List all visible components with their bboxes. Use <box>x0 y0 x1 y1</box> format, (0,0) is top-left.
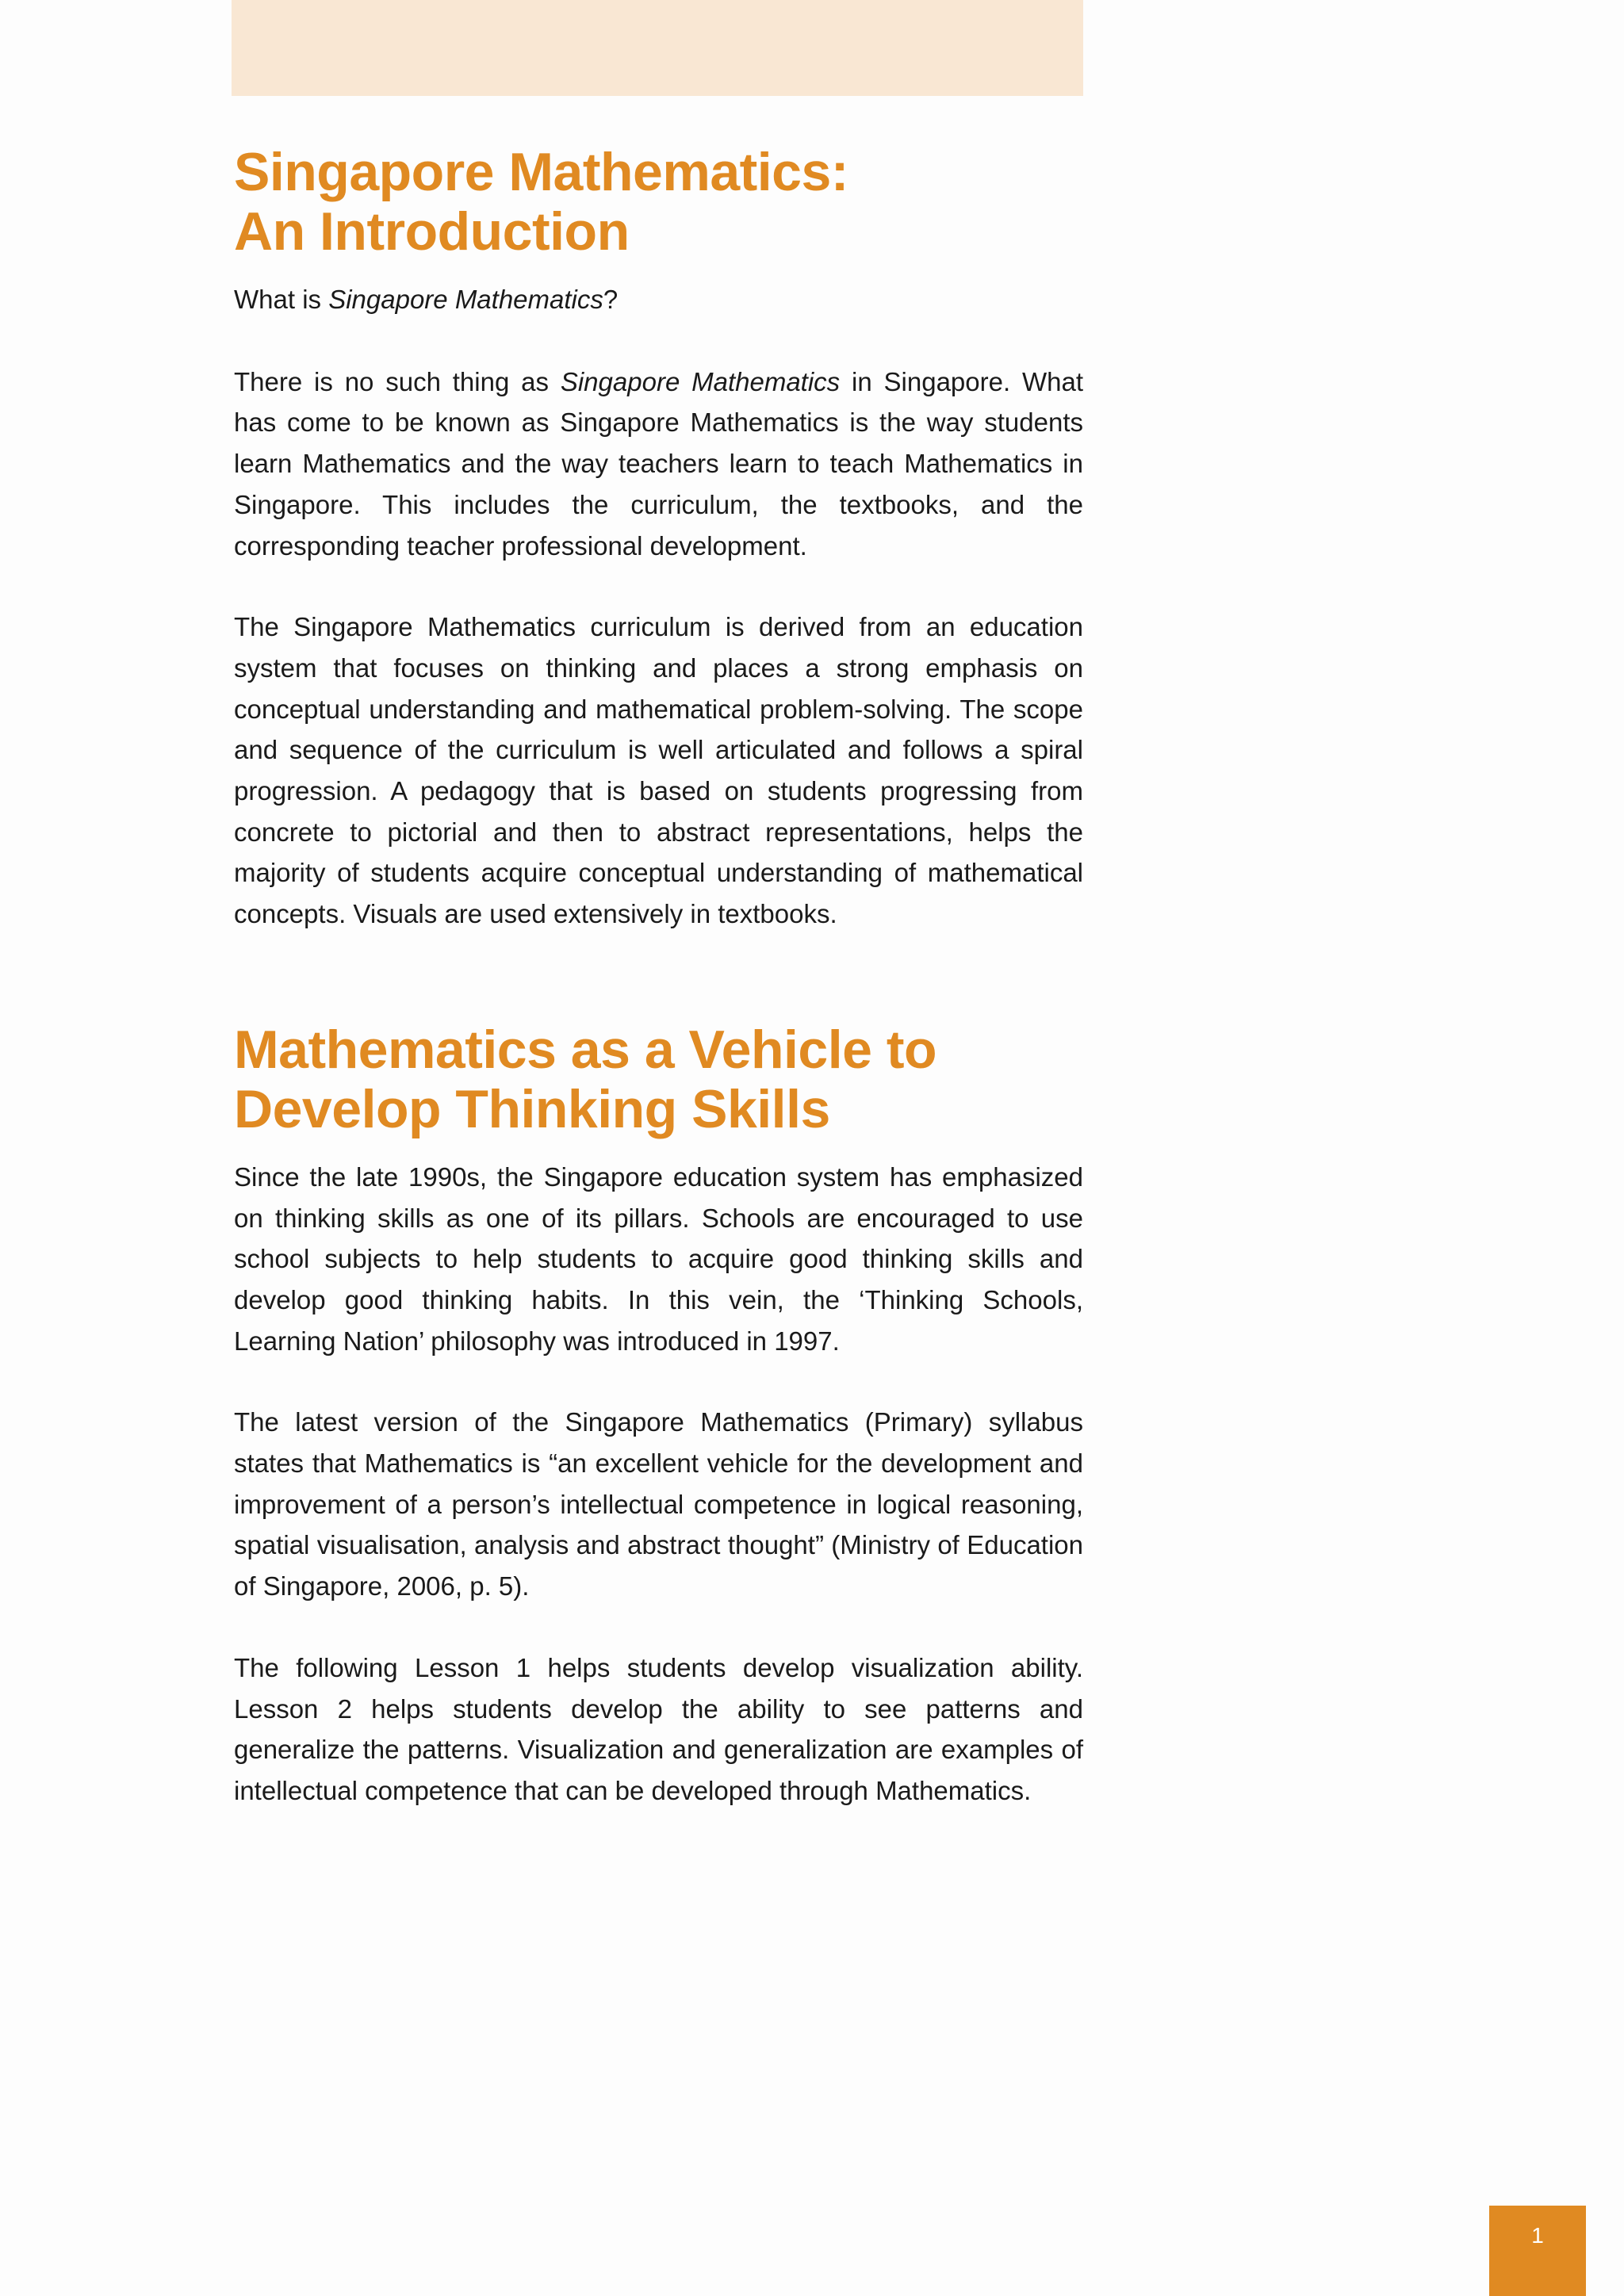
question-prefix: What is <box>234 285 329 314</box>
title-line: Singapore Mathematics: <box>234 142 848 202</box>
paragraph: Since the late 1990s, the Singapore education system has emphasized on thinking skills as one of its pillars. Schools are encouraged to use school subjects to help students to acquire good thinking skills and develop good thinking habits. In this vein, the ‘Thinking Schools, Learning Nation’ philosophy was introduced in 1997. <box>234 1161 1083 1356</box>
section-title-introduction <box>234 143 1083 262</box>
paragraph <box>234 362 1083 567</box>
title-line: Develop Thinking Skills <box>234 1078 830 1139</box>
question-emphasis: Singapore Mathematics <box>328 285 603 314</box>
paragraph: The following Lesson 1 helps students develop visualization ability. Lesson 2 helps students develop the ability to see patterns and generalize the patterns. Visualization and generalization are examples of intellectual competence that can be developed through Mathematics. <box>234 1652 1083 1805</box>
paragraph-emphasis: Singapore Mathematics <box>560 366 841 396</box>
title-line: Mathematics as a Vehicle to <box>234 1019 937 1080</box>
page-content <box>234 143 1083 1812</box>
intro-question <box>234 279 1083 320</box>
paragraph: The Singapore Mathematics curriculum is derived from an education system that focuses on thinking and places a strong emphasis on conceptual understanding and mathematical problem-solving. The scope and sequence of the curriculum is well articulated and follows a spiral progression. A pedagogy that is based on students progressing from concrete to pictorial and then to abstract representations, helps the majority of students acquire conceptual understanding of mathematical concepts. Visuals are used extensively in textbooks. <box>234 612 1083 929</box>
paragraph-prefix: There is no such thing as <box>234 366 561 396</box>
header-band <box>232 0 1083 96</box>
paragraph: The latest version of the Singapore Mathematics (Primary) syllabus states that Mathematics is “an excellent vehicle for the development and improvement of a person’s intellectual competence in logical reasoning, spatial visualisation, analysis and abstract thought” (Ministry of Education of Singapore, 2006, p. 5). <box>234 1407 1083 1601</box>
title-line: An Introduction <box>234 201 630 262</box>
page-number: 1 <box>1531 2223 1544 2248</box>
paragraph-rest: in Singapore. What has come to be known as Singapore Mathematics is the way students learn Mathematics and the way teachers learn to teach Mathematics in Singapore. This includes the curriculum, the textbooks, and the corresponding teacher professional development. <box>234 366 1083 561</box>
question-suffix: ? <box>603 285 619 314</box>
page-number-box <box>1489 2206 1586 2296</box>
section-title-vehicle <box>234 1020 1083 1139</box>
